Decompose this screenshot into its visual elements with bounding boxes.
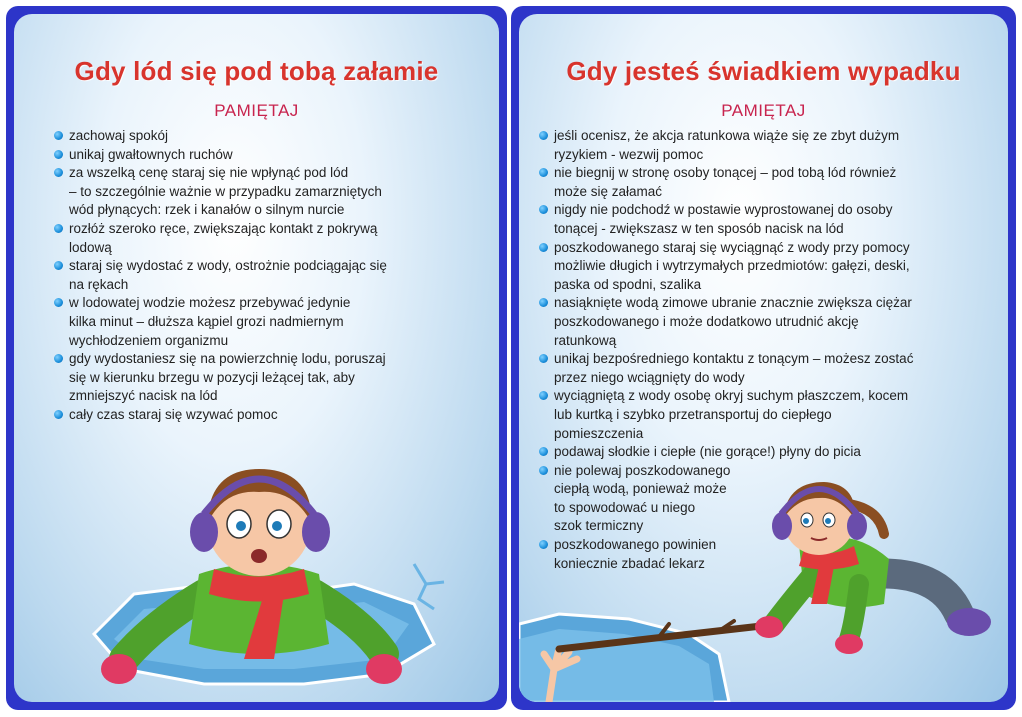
rescuer-arm bbox=[774, 574, 814, 624]
list-item: gdy wydostaniesz się na powierzchnię lodu, poruszaj się w kierunku brzegu w pozycji leżącej tak, aby zmniejszyć nacisk na lód bbox=[54, 350, 484, 406]
earmuff-left bbox=[190, 512, 218, 552]
list-item: nie biegnij w stronę osoby tonącej – pod tobą lód również może się załamać bbox=[539, 164, 1008, 201]
mitten-right bbox=[366, 654, 402, 684]
list-item: unikaj bezpośredniego kontaktu z tonącym – możesz zostać przez niego wciągnięty do wody bbox=[539, 350, 1008, 387]
list-item: nasiąknięte wodą zimowe ubranie znacznie zwiększa ciężar poszkodowanego i może dodatkowo utrudnić akcję ratunkową bbox=[539, 294, 1008, 350]
list-item: poszkodowanego powinien koniecznie zbadać lekarz bbox=[539, 536, 1008, 573]
rescuer-illustration bbox=[519, 474, 1008, 702]
right-poster-frame bbox=[511, 6, 1016, 710]
mitten-left bbox=[101, 654, 137, 684]
list-item: w lodowatej wodzie możesz przebywać jedynie kilka minut – dłuższa kąpiel grozi nadmiernym wychłodzeniem organizmu bbox=[54, 294, 484, 350]
left-poster-frame bbox=[6, 6, 507, 710]
list-item: nie polewaj poszkodowanego ciepłą wodą, ponieważ może to spowodować u niego szok termiczny bbox=[539, 462, 1008, 536]
earmuff-left bbox=[772, 512, 792, 540]
list-item: zachowaj spokój bbox=[54, 127, 484, 146]
list-item: nigdy nie podchodź w postawie wyprostowanej do osoby tonącej - zwiększasz w ten sposób nacisk na lód bbox=[539, 201, 1008, 238]
list-item: wyciągniętą z wody osobę okryj suchym płaszczem, kocem lub kurtką i szybko przetransportuj do ciepłego pomieszczenia bbox=[539, 387, 1008, 443]
list-item: unikaj gwałtownych ruchów bbox=[54, 146, 484, 165]
right-poster-title: Gdy jesteś świadkiem wypadku bbox=[566, 56, 961, 86]
left-bullet-list bbox=[54, 127, 484, 425]
ice-crack bbox=[414, 564, 444, 609]
mitten bbox=[755, 616, 783, 638]
left-poster-subtitle: PAMIĘTAJ bbox=[214, 101, 299, 120]
earmuff-right bbox=[847, 512, 867, 540]
list-item: cały czas staraj się wzywać pomoc bbox=[54, 406, 484, 425]
right-poster bbox=[519, 14, 1008, 702]
list-item: poszkodowanego staraj się wyciągnąć z wody przy pomocy możliwie długich i wytrzymałych przedmiotów: gałęzi, deski, paska od spodni, szalika bbox=[539, 239, 1008, 295]
left-poster bbox=[14, 14, 499, 702]
left-poster-title: Gdy lód się pod tobą załamie bbox=[74, 56, 439, 86]
earmuff-right bbox=[302, 512, 330, 552]
list-item: za wszelką cenę staraj się nie wpłynąć pod lód – to szczególnie ważnie w przypadku zamarzniętych wód płynących: rzek i kanałów o silnym nurcie bbox=[54, 164, 484, 220]
list-item: rozłóż szeroko ręce, zwiększając kontakt z pokrywą lodową bbox=[54, 220, 484, 257]
child-mouth bbox=[251, 549, 267, 563]
right-poster-subtitle: PAMIĘTAJ bbox=[721, 101, 806, 120]
list-item: jeśli ocenisz, że akcja ratunkowa wiąże się ze zbyt dużym ryzykiem - wezwij pomoc bbox=[539, 127, 1008, 164]
child-in-ice-illustration bbox=[54, 444, 474, 702]
list-item: podawaj słodkie i ciepłe (nie gorące!) płyny do picia bbox=[539, 443, 1008, 462]
list-item: staraj się wydostać z wody, ostrożnie podciągając się na rękach bbox=[54, 257, 484, 294]
